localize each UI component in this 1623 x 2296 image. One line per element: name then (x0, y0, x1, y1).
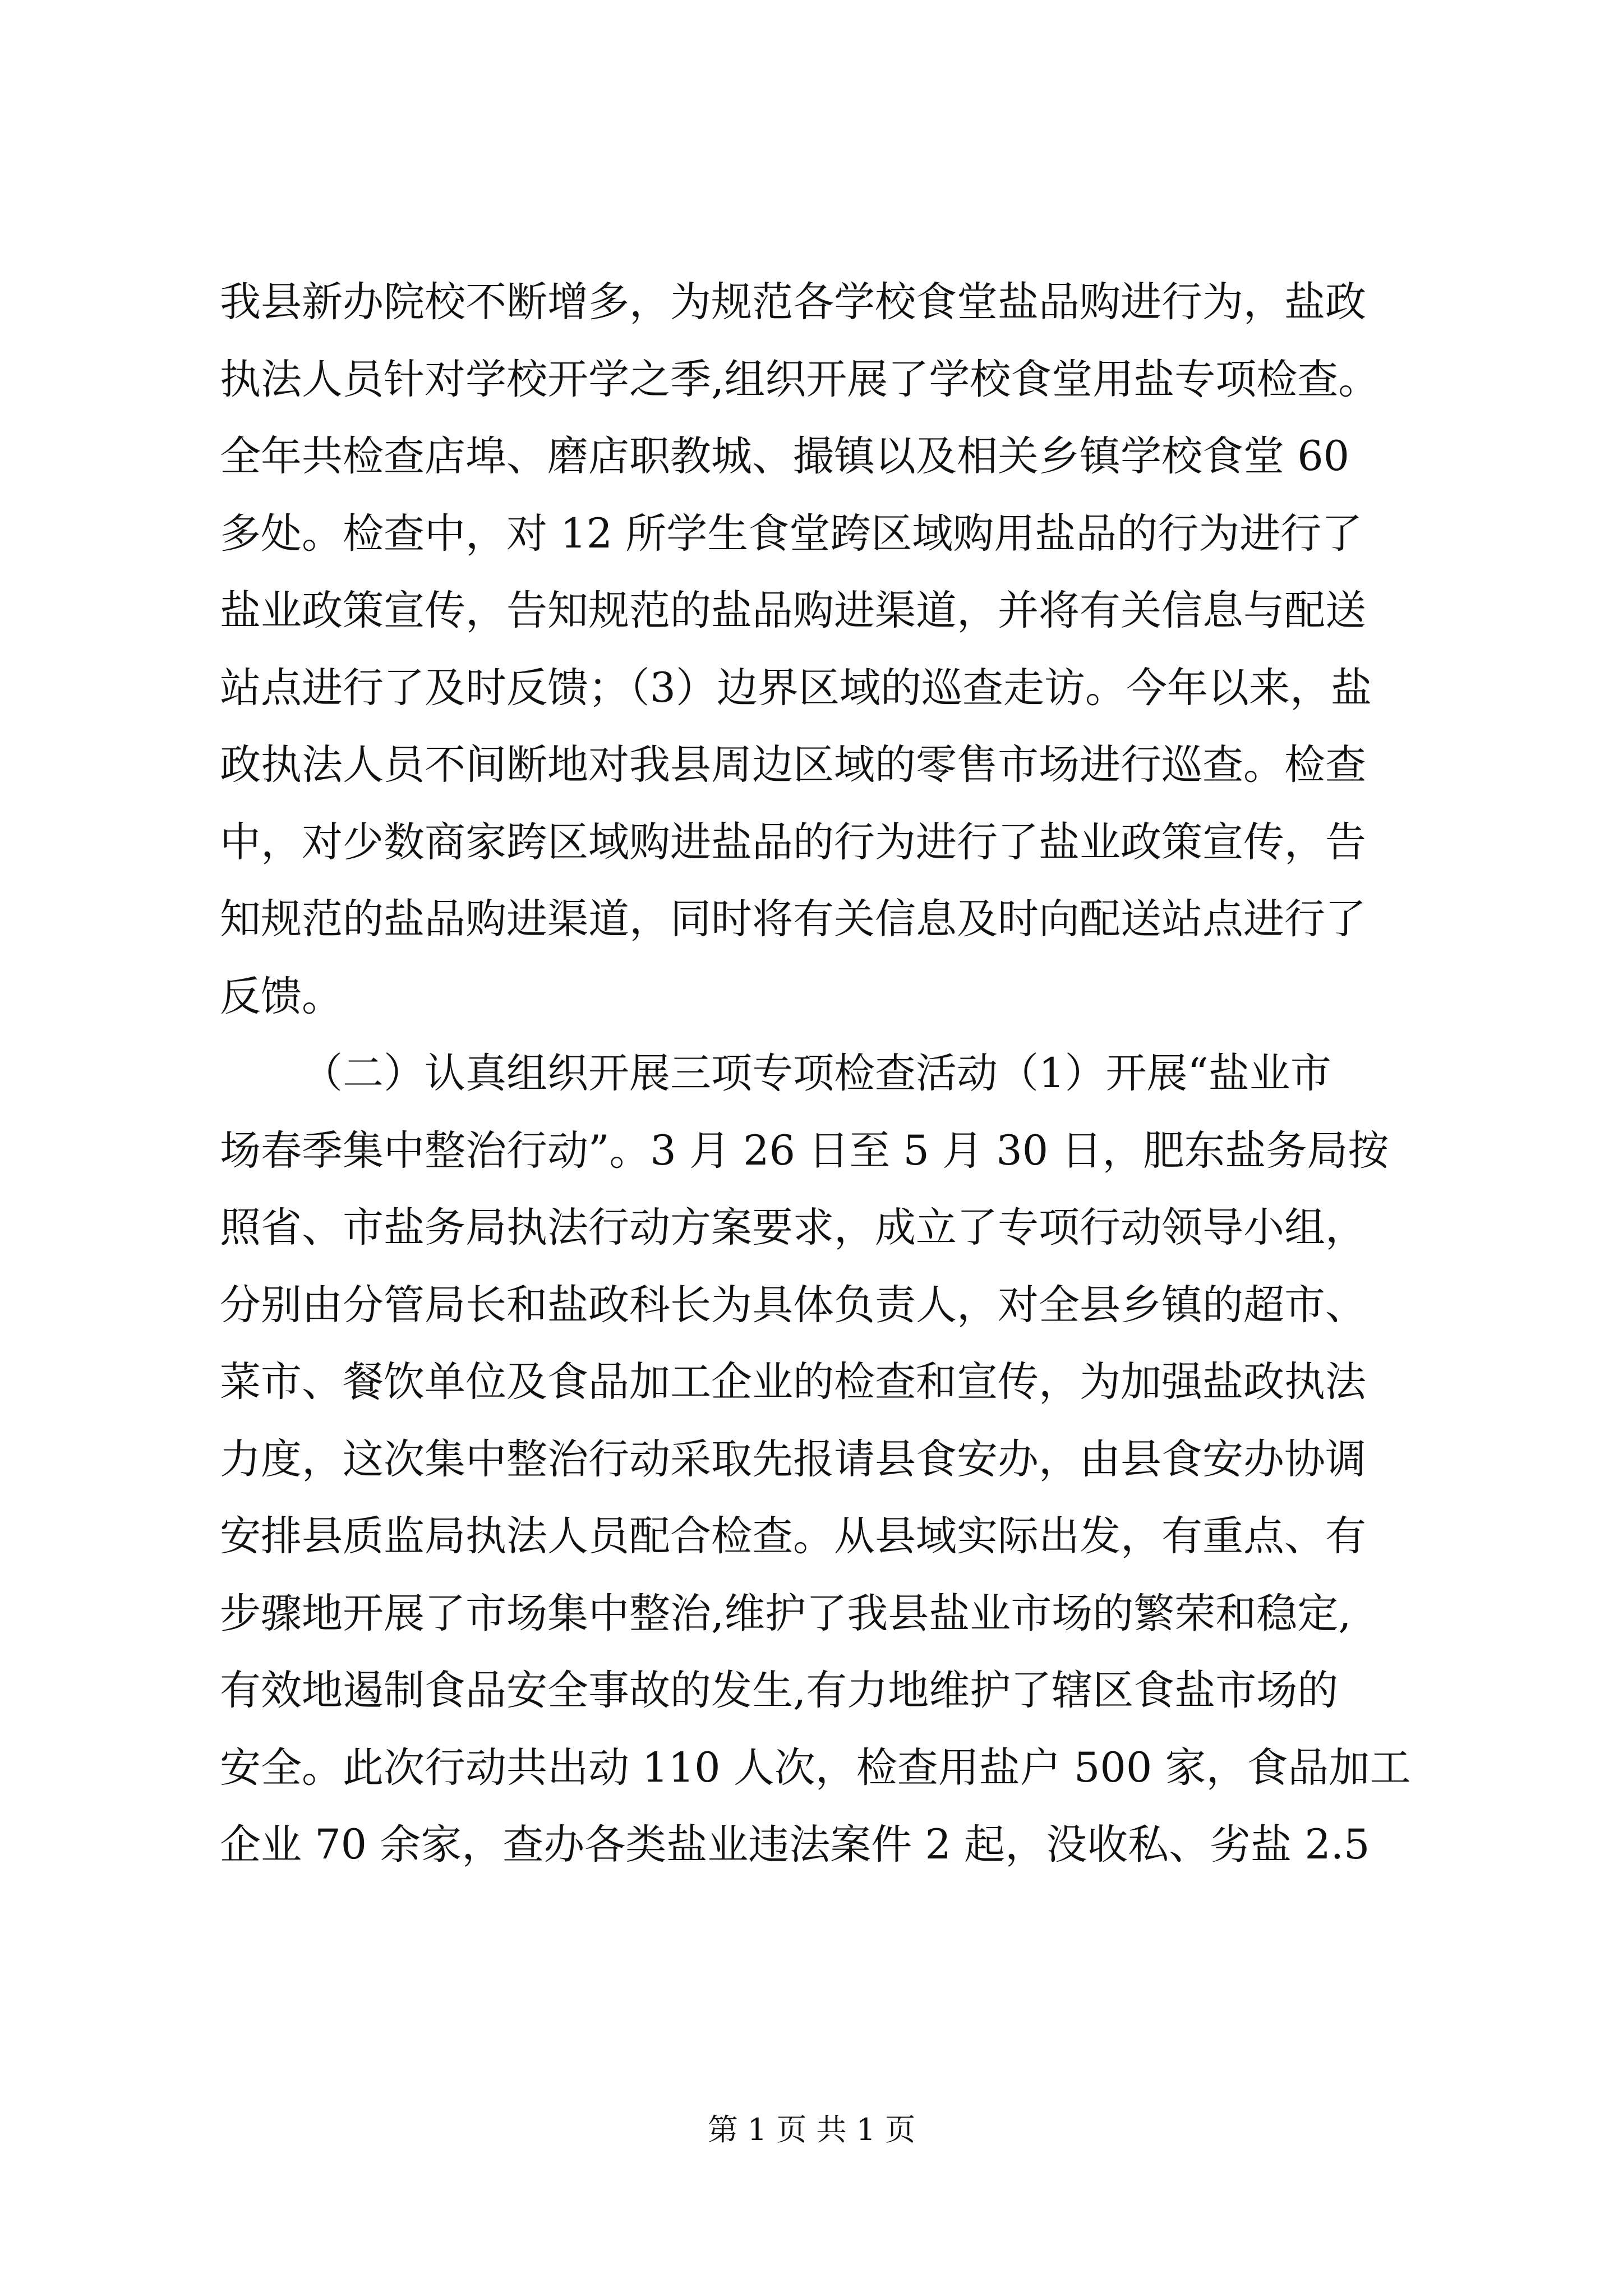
text-line: 场春季集中整治行动”。3 月 26 日至 5 月 30 日，肥东盐务局按 (220, 1126, 1389, 1175)
document-body (220, 264, 1454, 1884)
text-line: 盐业政策宣传，告知规范的盐品购进渠道，并将有关信息与配送 (220, 587, 1366, 634)
text-line: 照省、市盐务局执法行动方案要求，成立了专项行动领导小组， (220, 1204, 1366, 1251)
text-line: 我县新办院校不断增多，为规范各学校食堂盐品购进行为，盐政 (220, 278, 1366, 326)
text-line: 安排县质监局执法人员配合检查。从县域实际出发，有重点、有 (220, 1512, 1366, 1560)
paragraph-heading-line: （二）认真组织开展三项专项检查活动（1）开展“盐业市 (302, 1050, 1331, 1097)
text-line: 分别由分管局长和盐政科长为具体负责人，对全县乡镇的超市、 (220, 1281, 1366, 1329)
text-line: 站点进行了及时反馈；（3）边界区域的巡查走访。今年以来，盐 (220, 664, 1372, 712)
text-line: 安全。此次行动共出动 110 人次，检查用盐户 500 家，食品加工 (220, 1743, 1411, 1792)
text-line: 全年共检查店埠、磨店职教城、撮镇以及相关乡镇学校食堂 60 (220, 432, 1350, 480)
text-line: 企业 70 余家，查办各类盐业违法案件 2 起，没收私、劣盐 2.5 (220, 1821, 1370, 1869)
text-line: 多处。检查中，对 12 所学生食堂跨区域购用盐品的行为进行了 (220, 509, 1363, 558)
text-line: 执法人员针对学校开学之季,组织开展了学校食堂用盐专项检查。 (220, 355, 1380, 403)
text-line: 中，对少数商家跨区域购进盐品的行为进行了盐业政策宣传，告 (220, 818, 1366, 866)
text-line: 力度，这次集中整治行动采取先报请县食安办，由县食安办协调 (220, 1435, 1366, 1483)
text-line: 政执法人员不间断地对我县周边区域的零售市场进行巡查。检查 (220, 741, 1366, 789)
page-number-footer: 第 1 页 共 1 页 (707, 2112, 916, 2147)
text-line: 菜市、餐饮单位及食品加工企业的检查和宣传，为加强盐政执法 (220, 1358, 1366, 1406)
text-line: 步骤地开展了市场集中整治,维护了我县盐业市场的繁荣和稳定, (220, 1589, 1352, 1637)
text-line: 有效地遏制食品安全事故的发生,有力地维护了辖区食盐市场的 (220, 1667, 1339, 1714)
text-line: 反馈。 (220, 972, 343, 1020)
text-line: 知规范的盐品购进渠道，同时将有关信息及时向配送站点进行了 (220, 895, 1366, 943)
